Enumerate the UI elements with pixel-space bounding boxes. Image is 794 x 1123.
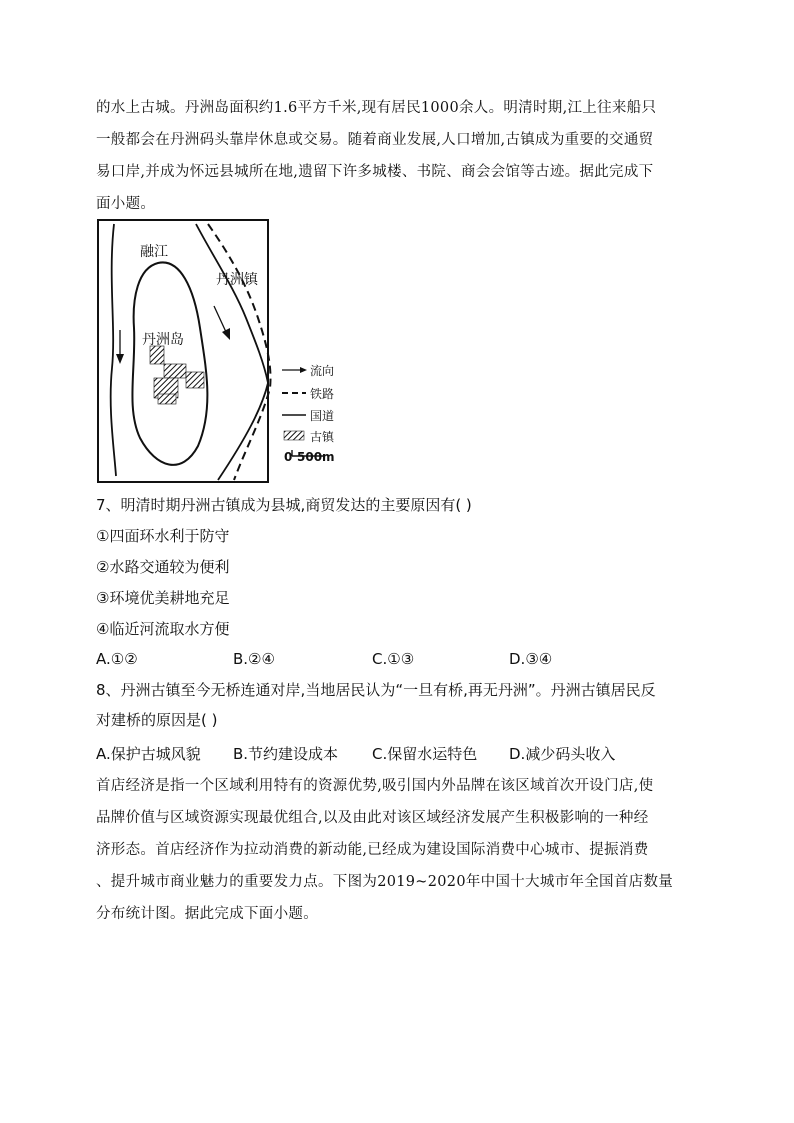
legend-road: 国道 <box>310 409 335 423</box>
q8-option-c[interactable]: C.保留水运特色 <box>372 745 478 763</box>
danzhou-map <box>96 218 356 484</box>
map-legend <box>282 363 335 464</box>
legend-railway: 铁路 <box>310 387 335 401</box>
q7-option-d[interactable]: D.③④ <box>509 650 553 668</box>
q7-item-4: ④临近河流取水方便 <box>96 620 230 638</box>
q7-stem: 7、明清时期丹洲古镇成为县城,商贸发达的主要原因有( ) <box>96 496 472 514</box>
q8-option-a[interactable]: A.保护古城风貌 <box>96 745 201 763</box>
label-danzhou-town: 丹洲镇 <box>216 272 258 288</box>
intro-line-2: 一般都会在丹洲码头靠岸休息或交易。随着商业发展,人口增加,古镇成为重要的交通贸 <box>96 132 654 148</box>
q8-stem-line-1: 8、丹洲古镇至今无桥连通对岸,当地居民认为“一旦有桥,再无丹洲”。丹洲古镇居民反 <box>96 681 656 699</box>
first-store-economy-paragraph <box>96 770 708 930</box>
q8-option-b[interactable]: B.节约建设成本 <box>233 745 339 763</box>
scale-value: 500m <box>297 450 335 464</box>
q7-item-3: ③环境优美耕地充足 <box>96 589 230 607</box>
intro-line-4: 面小题。 <box>96 196 156 212</box>
legend-old-town: 古镇 <box>310 430 335 444</box>
q8-option-d[interactable]: D.减少码头收入 <box>509 745 616 763</box>
passage2-line-4: 、提升城市商业魅力的重要发力点。下图为2019~2020年中国十大城市年全国首店数量 <box>96 874 674 890</box>
q7-option-c[interactable]: C.①③ <box>372 650 415 668</box>
passage2-line-2: 品牌价值与区域资源实现最优组合,以及由此对该区域经济发展产生积极影响的一种经 <box>96 810 649 826</box>
passage2-line-3: 济形态。首店经济作为拉动消费的新动能,已经成为建设国际消费中心城市、提振消费 <box>96 842 649 858</box>
label-rongjiang: 融江 <box>140 244 168 260</box>
q8-stem <box>96 675 708 735</box>
intro-line-1: 的水上古城。丹洲岛面积约1.6平方千米,现有居民1000余人。明清时期,江上往来船只 <box>96 100 657 116</box>
scale-zero: 0 <box>284 450 293 464</box>
legend-flow: 流向 <box>310 364 335 378</box>
q7-option-a[interactable]: A.①② <box>96 650 138 668</box>
q8-stem-line-2: 对建桥的原因是( ) <box>96 711 218 729</box>
passage2-line-1: 首店经济是指一个区域利用特有的资源优势,吸引国内外品牌在该区域首次开设门店,使 <box>96 778 654 794</box>
intro-paragraph <box>96 92 708 220</box>
label-danzhou-island: 丹洲岛 <box>142 332 184 348</box>
q7-option-b[interactable]: B.②④ <box>233 650 275 668</box>
q7-item-2: ②水路交通较为便利 <box>96 558 230 576</box>
intro-line-3: 易口岸,并成为怀远县城所在地,遗留下许多城楼、书院、商会会馆等古迹。据此完成下 <box>96 164 654 180</box>
passage2-line-5: 分布统计图。据此完成下面小题。 <box>96 906 318 922</box>
q7-item-1: ①四面环水利于防守 <box>96 527 230 545</box>
